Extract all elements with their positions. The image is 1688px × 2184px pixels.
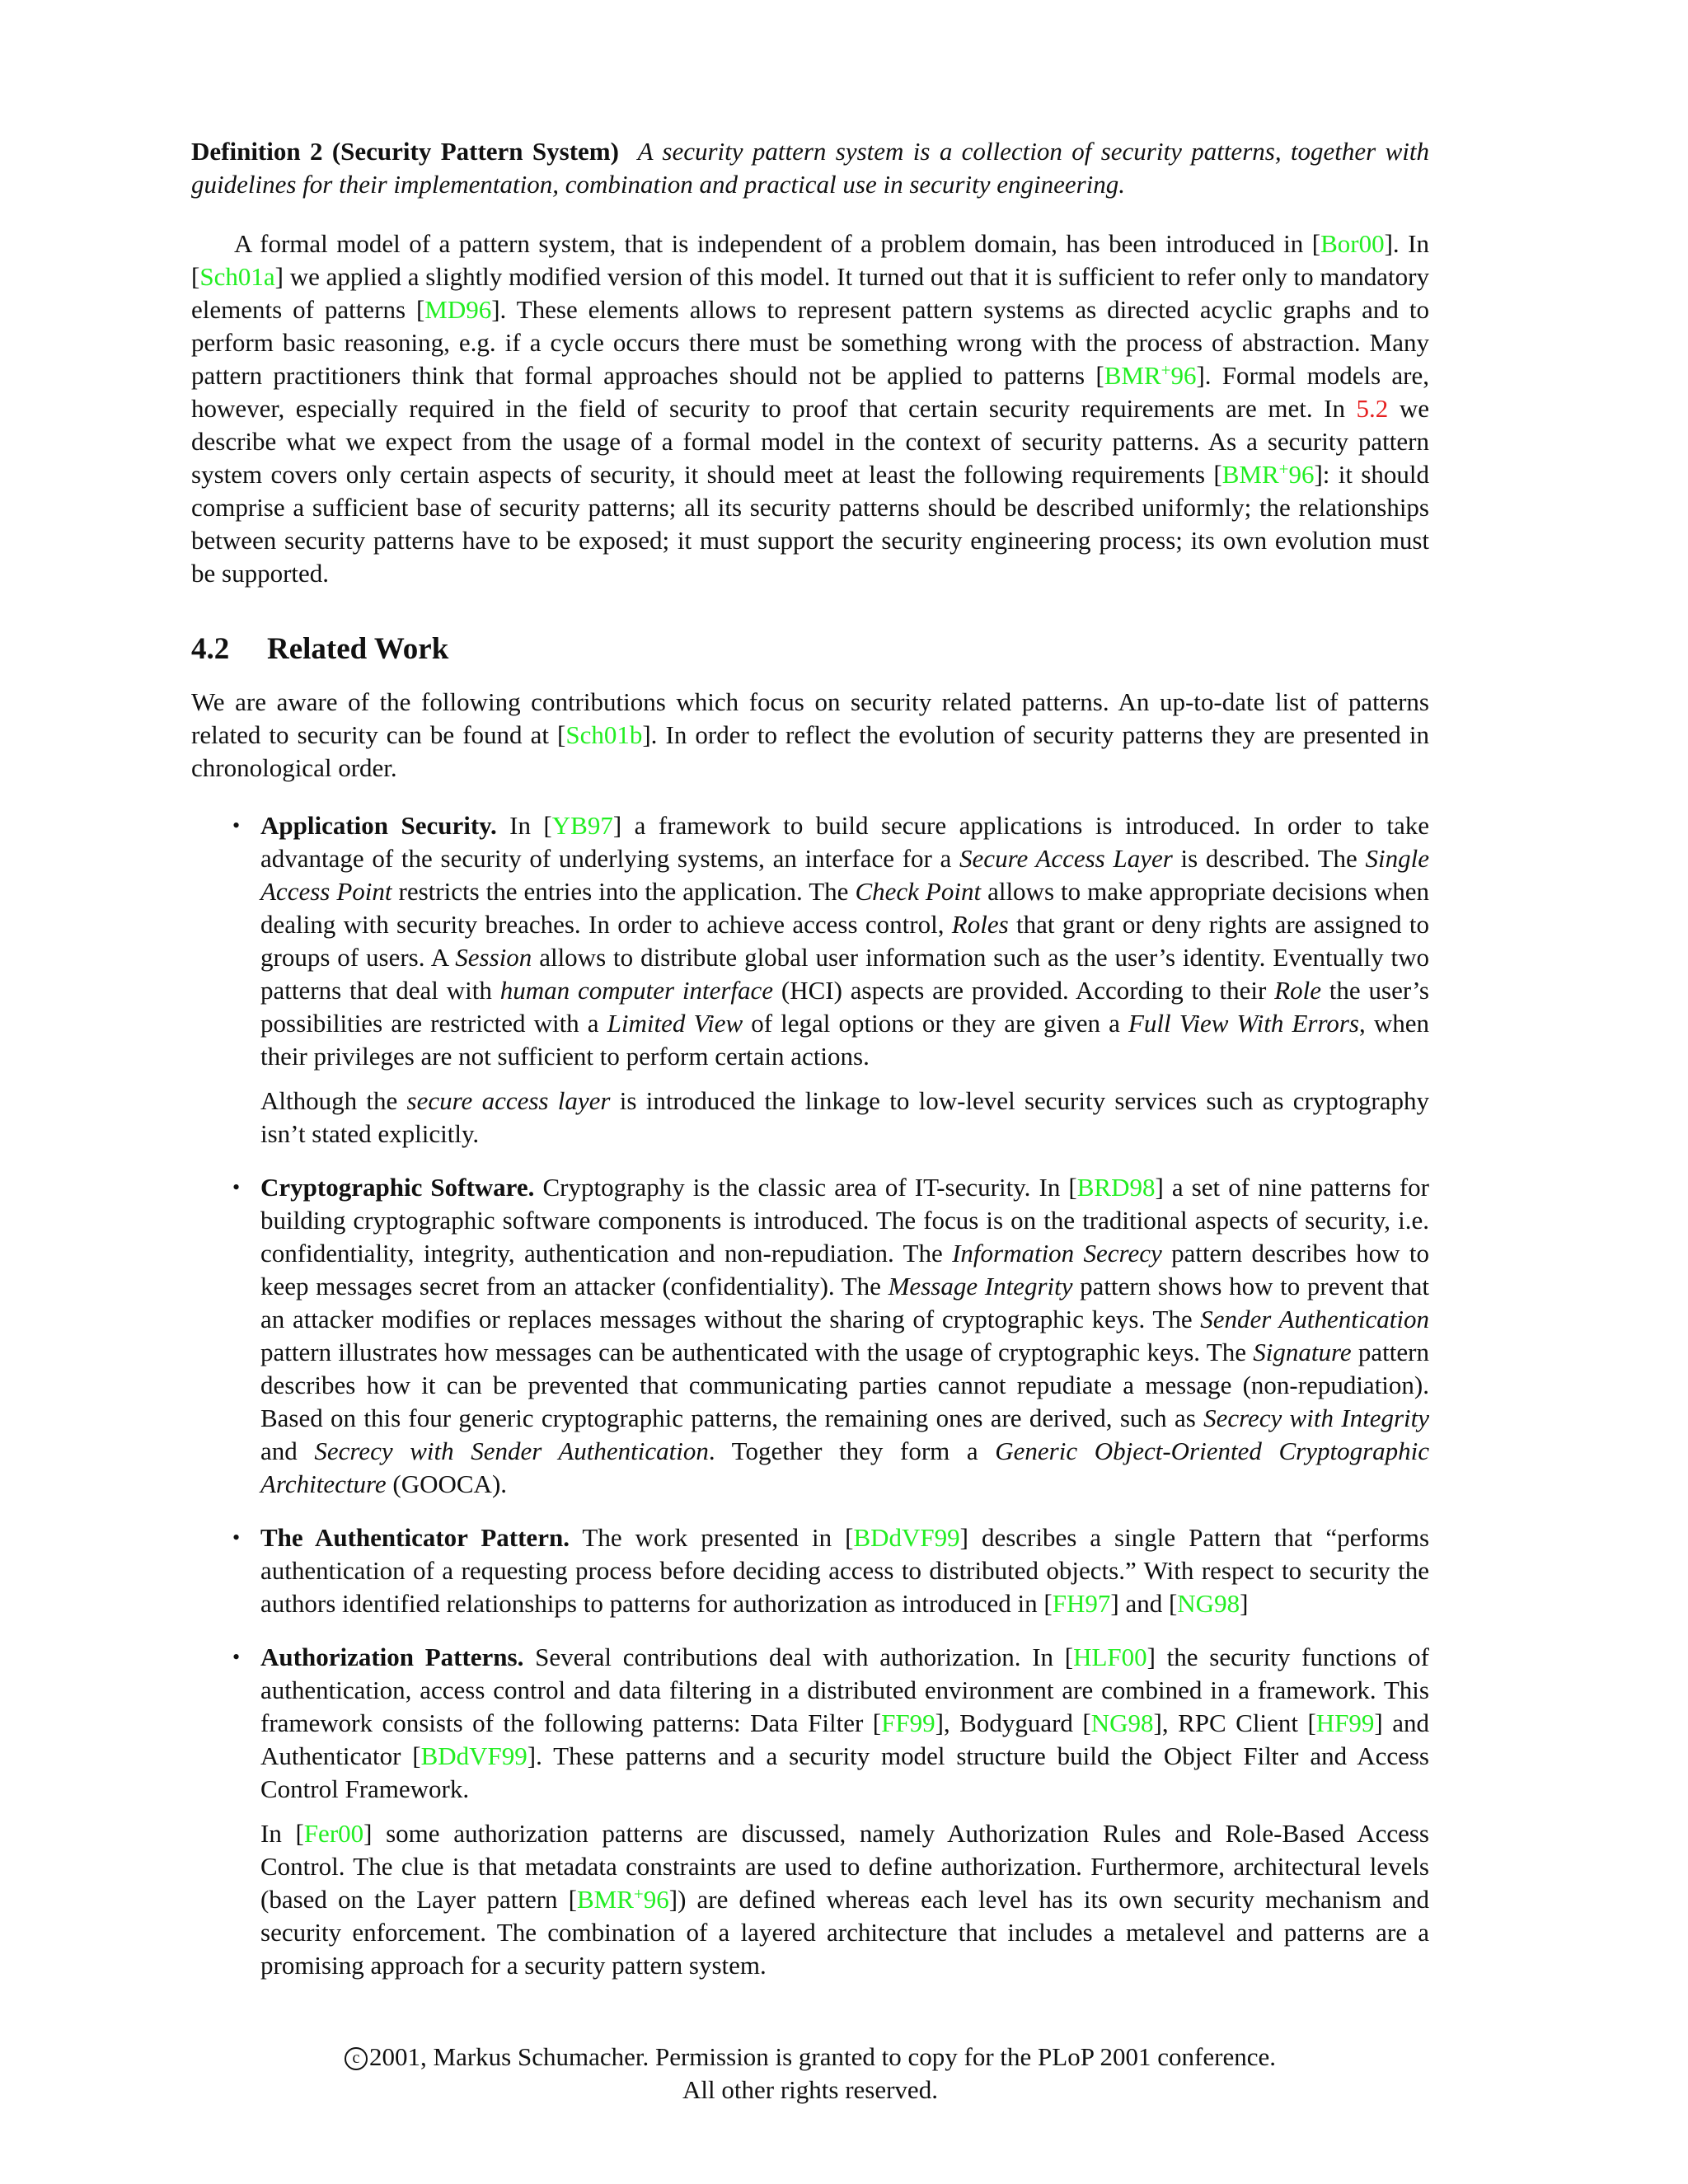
- list-item-application-security: • Application Security. In [YB97] a framework to build secure applications is introduced. In order to take advantage of the security of underlying systems, an interface for a Secure Access Layer is described. The Single Access Point restricts the entries into the application. The Check Point allows to make appropriate decisions when dealing with security breaches. In order to achieve access control, Roles that grant or deny rights are assigned to groups of users. A Session allows to distribute global user information such as the user’s identity. Eventually two patterns that deal with human computer interface (HCI) aspects are provided. According to their Role the user’s possibilities are restricted with a Limited View of legal options or they are given a Full View With Errors, when their privileges are not sufficient to perform certain actions. Although the secure access layer is introduced the linkage to low-level security services such as cryptography isn’t stated explicitly.: [232, 811, 1430, 1148]
- copyright-icon: c: [345, 2047, 368, 2070]
- list-item-authenticator-pattern: • The Authenticator Pattern. The work presented in [BDdVF99] describes a single Pattern that “performs authentication of a requesting process before deciding access to distributed objects.” With respect to security the authors identified relationships to patterns for authorization as introduced in [FH97] and [NG98]: [232, 1523, 1430, 1618]
- citation-link[interactable]: Sch01b: [565, 720, 643, 749]
- citation-link[interactable]: FH97: [1052, 1589, 1111, 1618]
- bullet-icon: •: [232, 1526, 241, 1549]
- section-number: 4.2: [191, 632, 230, 666]
- citation-link[interactable]: BRD98: [1076, 1173, 1156, 1202]
- citation-link[interactable]: Fer00: [303, 1819, 364, 1848]
- copyright-footer: [191, 2041, 1429, 2107]
- citation-link[interactable]: HF99: [1315, 1708, 1375, 1737]
- section-heading: [191, 631, 1429, 668]
- citation-link[interactable]: Sch01a: [199, 262, 275, 291]
- definition-2: [191, 135, 1429, 201]
- citation-link[interactable]: BDdVF99: [420, 1741, 528, 1770]
- footer-line-1: c 2001, Markus Schumacher. Permission is granted to copy for the PLoP 2001 conference.: [191, 2041, 1429, 2074]
- bullet-icon: •: [232, 1175, 241, 1199]
- section-title: Related Work: [267, 632, 449, 666]
- list-item-authorization-patterns: • Authorization Patterns. Several contributions deal with authorization. In [HLF00] the security functions of authentication, access control and data filtering in a distributed environment are combined in a framework. This framework consists of the following patterns: Data Filter [FF99], Bodyguard [NG98], RPC Client [HF99] and Authenticator [BDdVF99]. These patterns and a security model structure build the Object Filter and Access Control Framework. In [Fer00] some authorization patterns are discussed, namely Authorization Rules and Role-Based Access Control. The clue is that metadata constraints are used to define authorization. Furthermore, architectural levels (based on the Layer pattern [BMR+96]) are defined whereas each level has its own security mechanism and security enforcement. The combination of a layered architecture that includes a metalevel and patterns are a promising approach for a security pattern system.: [232, 1643, 1430, 1980]
- list-item-cryptographic-software: • Cryptographic Software. Cryptography is the classic area of IT-security. In [BRD98] a set of nine patterns for building cryptographic software components is introduced. The focus is on the traditional aspects of security, i.e. confidentiality, integrity, authentication and non-repudiation. The Information Secrecy pattern describes how to keep messages secret from an attacker (confidentiality). The Message Integrity pattern shows how to prevent that an attacker modifies or replaces messages without the sharing of cryptographic keys. The Sender Authentication pattern illustrates how messages can be authenticated with the usage of cryptographic keys. The Signature pattern describes how it can be prevented that communicating parties cannot repudiate a message (non-repudiation). Based on this four generic cryptographic patterns, the remaining ones are derived, such as Secrecy with Integrity and Secrecy with Sender Authentication. Together they form a Generic Object-Oriented Cryptographic Architecture (GOOCA).: [232, 1173, 1430, 1498]
- citation-link[interactable]: FF99: [881, 1708, 935, 1737]
- citation-link[interactable]: YB97: [551, 811, 613, 840]
- definition-label: Definition 2 (Security Pattern System): [191, 137, 619, 166]
- section-reference-link[interactable]: 5.2: [1356, 394, 1389, 423]
- bullet-icon: •: [232, 1645, 241, 1669]
- citation-link[interactable]: MD96: [424, 295, 492, 324]
- citation-link[interactable]: BMR+96: [576, 1884, 669, 1914]
- citation-link[interactable]: HLF00: [1073, 1643, 1147, 1671]
- bullet-icon: •: [232, 813, 241, 837]
- citation-link[interactable]: NG98: [1177, 1589, 1240, 1618]
- citation-link[interactable]: BMR+96: [1221, 459, 1315, 489]
- definition-text: A security pattern system is a collection of security patterns, together with guidelines for their implementation, combination and practical use in security engineering.: [191, 137, 1429, 199]
- citation-link[interactable]: BDdVF99: [853, 1523, 960, 1552]
- citation-link[interactable]: BMR+96: [1104, 360, 1197, 390]
- citation-link[interactable]: Bor00: [1320, 229, 1385, 258]
- paragraph-formal-model: A formal model of a pattern system, that is independent of a problem domain, has been introduced in [Bor00]. In [Sch01a] we applied a slightly modified version of this model. It turned out that it is sufficient to refer only to mandatory elements of patterns [MD96]. These elements allows to represent pattern systems as directed acyclic graphs and to perform basic reasoning, e.g. if a cycle occurs there must be something wrong with the process of abstraction. Many pattern practitioners think that formal approaches should not be applied to patterns [BMR+96]. Formal models are, however, especially required in the field of security to proof that certain security requirements are met. In 5.2 we describe what we expect from the usage of a formal model in the context of security patterns. As a security pattern system covers only certain aspects of security, it should meet at least the following requirements [BMR+96]: it should comprise a sufficient base of security patterns; all its security patterns should be described uniformly; the relationships between security patterns have to be exposed; it must support the security engineering process; its own evolution must be supported.: [191, 229, 1429, 588]
- related-work-list: [191, 809, 1429, 1982]
- paper-page: [191, 135, 1429, 2003]
- related-work-intro: We are aware of the following contributions which focus on security related patterns. An up-to-date list of patterns related to security can be found at [Sch01b]. In order to reflect the evolution of security patterns they are presented in chronological order.: [191, 687, 1429, 782]
- footer-line-2: All other rights reserved.: [682, 2075, 938, 2104]
- citation-link[interactable]: NG98: [1090, 1708, 1154, 1737]
